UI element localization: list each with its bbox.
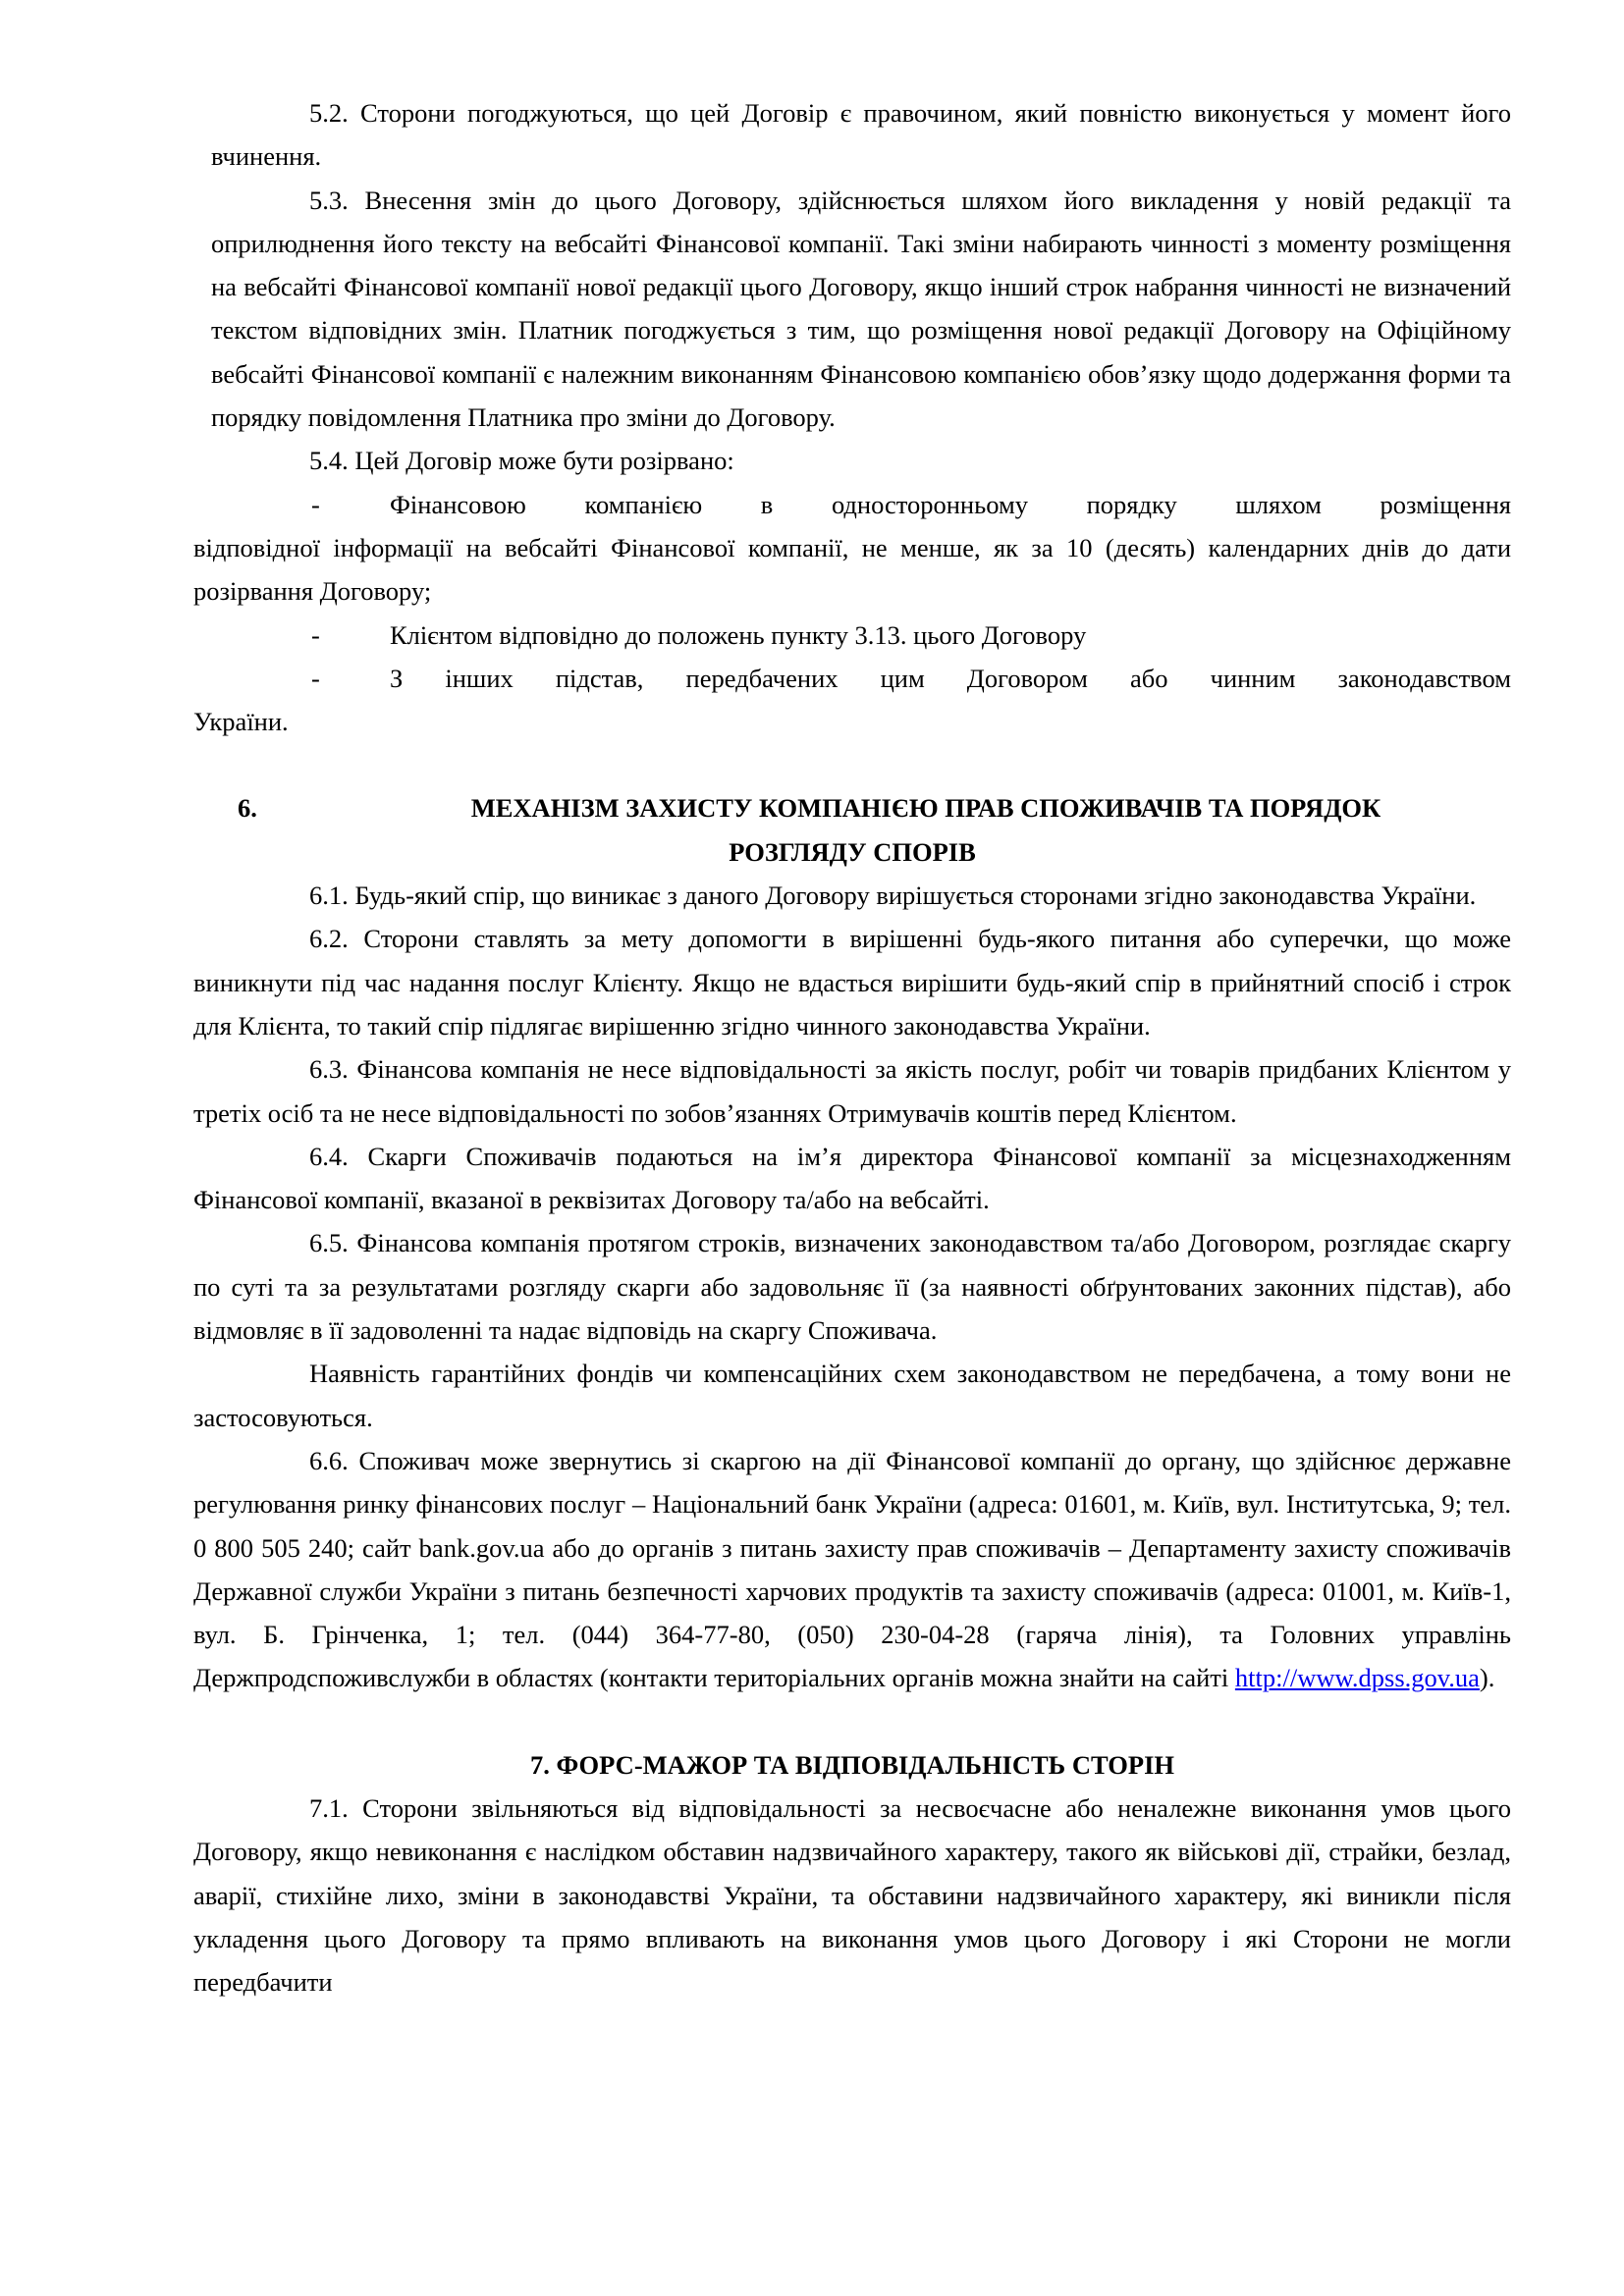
clause-5-3: 5.3. Внесення змін до цього Договору, здійснюється шляхом його викладення у новій редакції та оприлюднення його тексту на вебсайті Фінансової компанії. Такі зміни набирають чинності з моменту розміщення на вебсайті Фінансової компанії нової редакції цього Договору, якщо інший строк набрання чинності не визначений текстом відповідних змін. Платник погоджується з тим, що розміщення нової редакції Договору на Офіційному вебсайті Фінансової компанії є належним виконанням Фінансовою компанією обов’язку щодо додержання форми та порядку повідомлення Платника про зміни до Договору.	[211, 185, 1511, 433]
clause-6-6-end: ).	[1479, 1663, 1495, 1693]
list-item	[193, 657, 1511, 744]
list-item	[193, 483, 1511, 614]
section-6-heading	[193, 786, 1511, 829]
section-title-line-1: МЕХАНІЗМ ЗАХИСТУ КОМПАНІЄЮ ПРАВ СПОЖИВАЧІВ ТА ПОРЯДОК	[470, 793, 1381, 824]
bullet-dash: -	[311, 489, 320, 519]
list-item-text: Фінансовою компанією в односторонньому порядку шляхом розміщення	[390, 489, 1511, 519]
list-item-text: З інших підстав, передбачених цим Договором або чинним законодавством	[390, 663, 1511, 693]
clause-7-1: 7.1. Сторони звільняються від відповідальності за несвоєчасне або неналежне виконання умов цього Договору, якщо невиконання є наслідком обставин надзвичайного характеру, такого як військові дії, страйки, безлад, аварії, стихійне лихо, зміни в законодавстві України, та обставини надзвичайного характеру, які виникли після укладення цього Договору та прямо впливають на виконання умов цього Договору і які Сторони не могли передбачити	[193, 1792, 1511, 1998]
section-title-line-2: РОЗГЛЯДУ СПОРІВ	[729, 836, 976, 867]
termination-list	[193, 483, 1511, 744]
dpss-link[interactable]: http://www.dpss.gov.ua	[1234, 1663, 1480, 1693]
clause-6-4: 6.4. Скарги Споживачів подаються на ім’я директора Фінансової компанії за місцезнаходженням Фінансової компанії, вказаної в реквізитах Договору та/або на вебсайті.	[193, 1141, 1511, 1215]
guarantee-funds-note: Наявність гарантійних фондів чи компенсаційних схем законодавством не передбачена, а тому вони не застосовуються.	[193, 1359, 1511, 1432]
list-item-continuation: відповідної інформації на вебсайті Фінансової компанії, не менше, як за 10 (десять) календарних днів до дати розірвання Договору;	[193, 532, 1511, 607]
clause-6-2: 6.2. Сторони ставлять за мету допомогти в вирішенні будь-якого питання або суперечки, що може виникнути під час надання послуг Клієнту. Якщо не вдасться вирішити будь-який спір в прийнятний спосіб і строк для Клієнта, то такий спір підлягає вирішенню згідно чинного законодавства України.	[193, 924, 1511, 1041]
section-7-heading: 7. ФОРС-МАЖОР ТА ВІДПОВІДАЛЬНІСТЬ СТОРІН	[529, 1749, 1175, 1780]
clause-6-5: 6.5. Фінансова компанія протягом строків, визначених законодавством та/або Договором, розглядає скаргу по суті та за результатами розгляду скарги або задовольняє її (за наявності обґрунтованих законних підстав), або відмовляє в її задоволенні та надає відповідь на скаргу Споживача.	[193, 1228, 1511, 1346]
list-item-continuation: України.	[193, 707, 289, 737]
clause-5-2: 5.2. Сторони погоджуються, що цей Договір є правочином, який повністю виконується у момент його вчинення.	[211, 98, 1511, 172]
clause-6-1: 6.1. Будь-який спір, що виникає з даного Договору вирішується сторонами згідно законодавства України.	[309, 881, 1477, 911]
clause-5-4: 5.4. Цей Договір може бути розірвано:	[309, 446, 734, 476]
clause-6-3: 6.3. Фінансова компанія не несе відповідальності за якість послуг, робіт чи товарів придбаних Клієнтом у третіх осіб та не несе відповідальності по зобов’язаннях Отримувачів коштів перед Клієнтом.	[193, 1054, 1511, 1128]
list-item	[193, 614, 1511, 657]
bullet-dash: -	[311, 619, 320, 650]
document-page	[193, 91, 1511, 2003]
list-item-text: Клієнтом відповідно до положень пункту 3.13. цього Договору	[390, 619, 1087, 650]
clause-6-6-text: 6.6. Споживач може звернутись зі скаргою на дії Фінансової компанії до органу, що здійснює державне регулювання ринку фінансових послуг – Національний банк України (адреса: 01601, м. Київ, вул. Інститутська, 9; тел. 0 800 505 240; сайт bank.gov.ua або до органів з питань захисту прав споживачів – Департаменту захисту споживачів Державної служби України з питань безпечності харчових продуктів та захисту споживачів (адреса: 01001, м. Київ-1, вул. Б. Грінченка, 1; тел. (044) 364-77-80, (050) 230-04-28 (гаряча лінія), та Головних управлінь Держпродспоживслужби в областях (контакти територіальних органів можна знайти на сайті	[193, 1445, 1511, 1693]
section-number: 6.	[238, 793, 257, 824]
clause-6-6	[193, 1439, 1511, 1700]
bullet-dash: -	[311, 663, 320, 693]
